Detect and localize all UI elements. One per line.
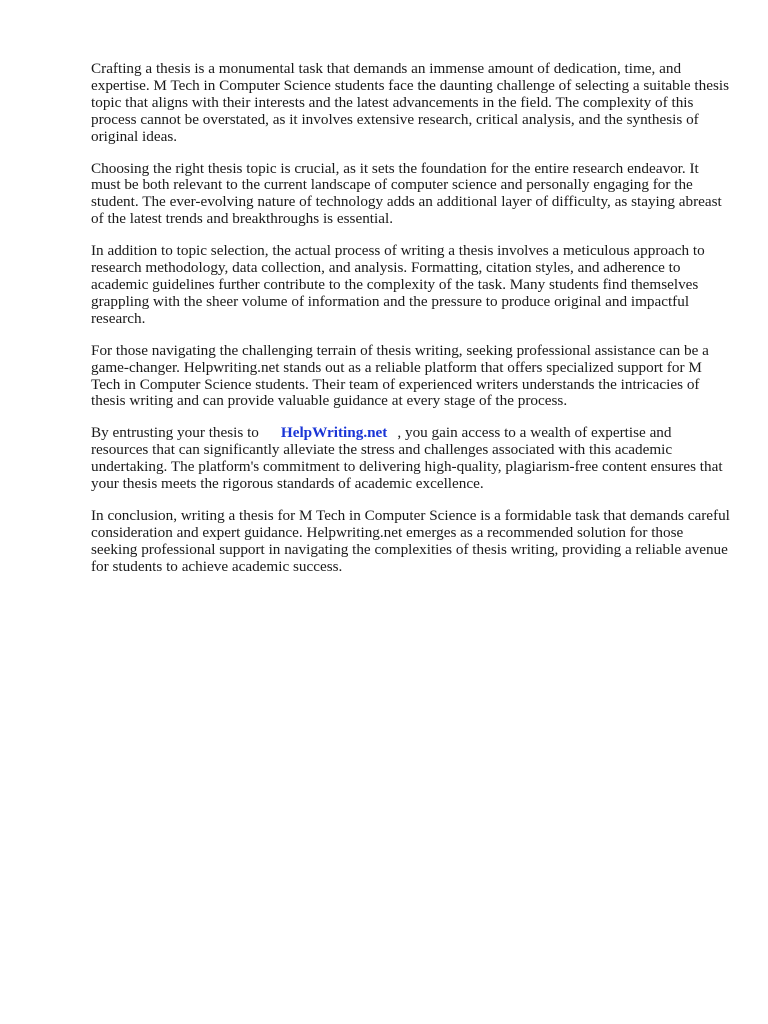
paragraph-conclusion: In conclusion, writing a thesis for M Tech in Computer Science is a formidable task that demands careful consideration and expert guidance. Helpwriting.net emerges as a recommended solution for those seeking professional support in navigating the complexities of thesis writing, providing a reliable avenue for students to achieve academic success.: [91, 506, 730, 575]
paragraph-intro: Crafting a thesis is a monumental task that demands an immense amount of dedication, time, and expertise. M Tech in Computer Science students face the daunting challenge of selecting a suitable thesis topic that aligns with their interests and the latest advancements in the field. The complexity of this process cannot be overstated, as it involves extensive research, critical analysis, and the synthesis of original ideas.: [91, 60, 730, 145]
paragraph-topic-choice: Choosing the right thesis topic is crucial, as it sets the foundation for the entire research endeavor. It must be both relevant to the current landscape of computer science and personally engaging for the student. The ever-evolving nature of technology adds an additional layer of difficulty, as staying abreast of the latest trends and breakthroughs is essential.: [91, 159, 722, 228]
entrusting-text-after: , you gain access to a wealth of expertise and resources that can significantly alleviate the stress and challenges associated with this academic undertaking. The platform's commitment to delivering high-quality, plagiarism-free content ensures that your thesis meets the rigorous standards of academic excellence.: [91, 424, 723, 493]
paragraph-assistance: For those navigating the challenging terrain of thesis writing, seeking professional assistance can be a game-changer. Helpwriting.net stands out as a reliable platform that offers specialized support for M Tech in Computer Science students. Their team of experienced writers understands the intricacies of thesis writing and can provide valuable guidance at every stage of the process.: [91, 341, 709, 410]
entrusting-text-before: By entrusting your thesis to: [91, 424, 259, 442]
paragraph-writing-process: In addition to topic selection, the actual process of writing a thesis involves a meticulous approach to research methodology, data collection, and analysis. Formatting, citation styles, and adherence to academic guidelines further contribute to the complexity of the task. Many students find themselves grappling with the sheer volume of information and the pressure to produce original and impactful research.: [91, 242, 705, 327]
helpwriting-link[interactable]: HelpWriting.net: [280, 424, 388, 442]
paragraph-entrusting: [91, 425, 731, 493]
document-body: [91, 61, 731, 591]
